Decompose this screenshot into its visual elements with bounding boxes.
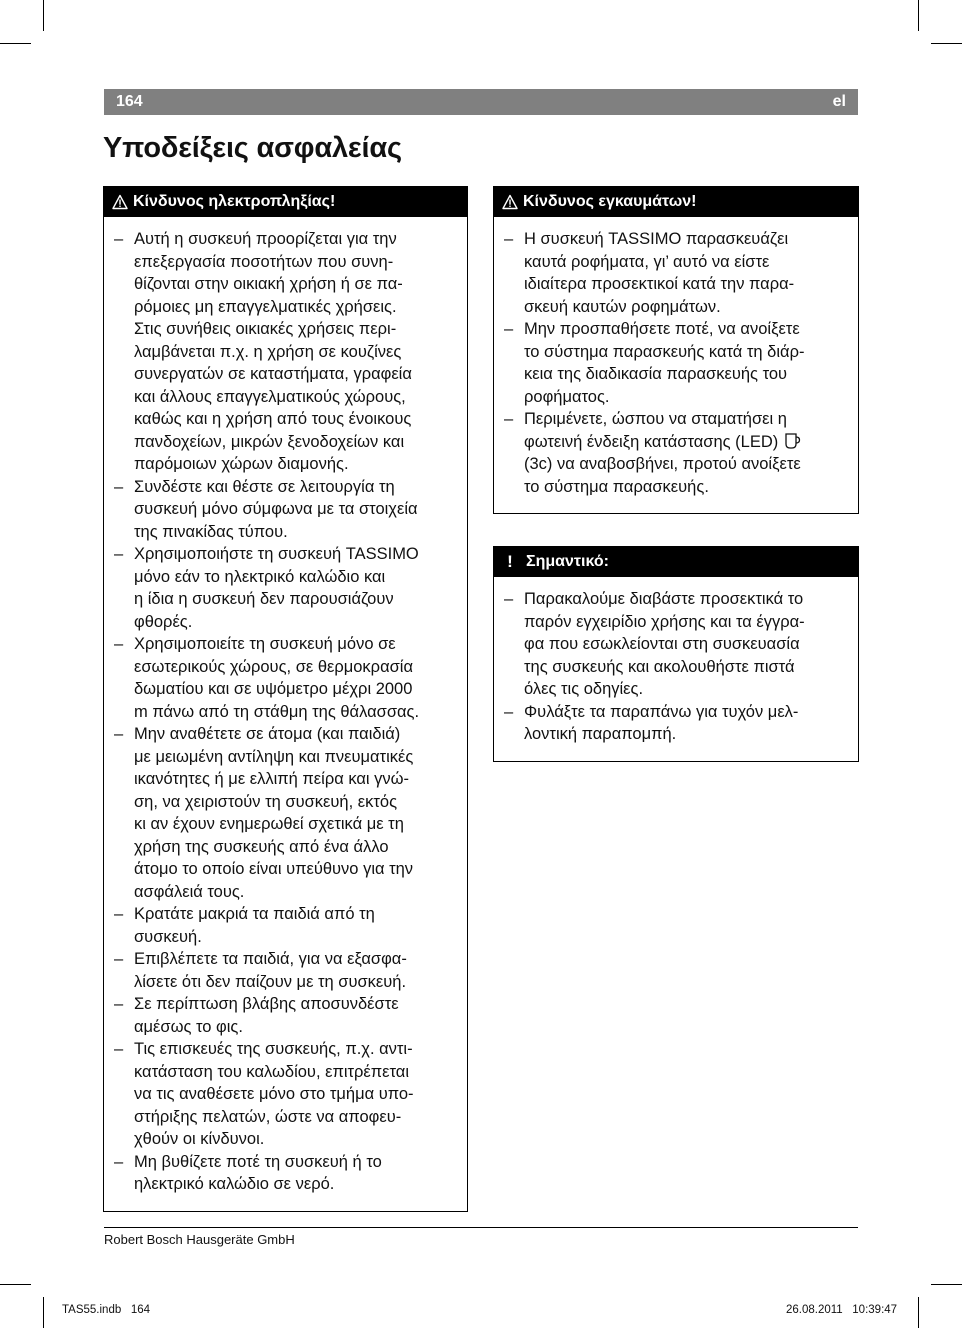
footer-company: Robert Bosch Hausgeräte GmbH <box>104 1232 295 1247</box>
list-line: εσωτερικούς χώρους, σε θερμοκρασία <box>134 657 413 676</box>
list-line: παρόν εγχειρίδιο χρήσης και τα έγγρα- <box>524 612 805 631</box>
list-line: Χρησιμοποιείτε τη συσκευή μόνο σε <box>134 635 396 653</box>
list-item <box>504 228 854 318</box>
burn-heading-bar <box>494 187 858 217</box>
list-line: Μην αναθέτετε σε άτομα (και παιδιά) <box>134 725 401 743</box>
list-line: ικανότητες ή με ελλιπή πείρα και γνώ- <box>134 770 410 788</box>
list-line: ρόμοιες μη επαγγελματικές χρήσεις. <box>134 297 397 316</box>
burn-led-list <box>504 408 854 498</box>
list-line: Η συσκευή TASSIMO παρασκευάζει <box>524 230 789 248</box>
print-slug-file: TAS55.indb 164 <box>62 1304 151 1316</box>
electric-shock-list <box>114 228 463 1196</box>
list-line: μόνο εάν το ηλεκτρικό καλώδιο και <box>134 567 386 586</box>
exclamation-icon: ! <box>507 552 513 571</box>
list-line: ηλεκτρικό καλώδιο σε νερό. <box>134 1175 335 1193</box>
list-item <box>114 476 463 544</box>
electric-shock-heading: Κίνδυνος ηλεκτροπληξίας! <box>133 193 336 210</box>
list-line: συσκευή. <box>134 927 202 946</box>
list-line: συνεργατών σε καταστήματα, γραφεία <box>134 365 412 383</box>
list-line: θίζονται στην οικιακή χρήση ή σε πα- <box>134 275 403 293</box>
list-line: χρήση της συσκευής από ένα άλλο <box>134 837 389 856</box>
list-item <box>114 948 463 993</box>
list-line: και άλλους επαγγελματικούς χώρους, <box>134 387 406 406</box>
list-line: το σύστημα παρασκευής. <box>524 477 709 496</box>
list-line: αμέσως το φις. <box>134 1017 243 1036</box>
list-line: ιδιαίτερα προσεκτικοί κατά την παρα- <box>524 275 795 293</box>
list-line: Αυτή η συσκευή προορίζεται για την <box>134 230 397 248</box>
cup-icon <box>783 432 801 450</box>
list-line: Μη βυθίζετε ποτέ τη συσκευή ή το <box>134 1152 382 1171</box>
list-line: Παρακαλούμε διαβάστε προσεκτικά το <box>524 590 804 608</box>
electric-shock-warning-box <box>103 186 468 1212</box>
list-line: Στις συνήθεις οικιακές χρήσεις περι- <box>134 320 397 338</box>
list-line: όλες τις οδηγίες. <box>524 680 644 698</box>
list-item <box>114 228 463 476</box>
crop-mark <box>931 43 962 44</box>
list-line: φα που εσωκλείονται στη συσκευασία <box>524 635 800 653</box>
burn-warning-box <box>493 186 859 514</box>
crop-mark <box>931 1284 962 1285</box>
crop-mark <box>0 1284 31 1285</box>
list-line: Χρησιμοποιήστε τη συσκευή TASSIMO <box>134 545 419 563</box>
list-line: Φυλάξτε τα παραπάνω για τυχόν μελ- <box>524 702 799 721</box>
list-line: Συνδέστε και θέστε σε λειτουργία τη <box>134 477 395 496</box>
list-line: λαμβάνεται π.χ. η χρήση σε κουζίνες <box>134 342 402 361</box>
list-line: Μην προσπαθήσετε ποτέ, να ανοίξετε <box>524 320 800 338</box>
list-line: Κρατάτε μακριά τα παιδιά από τη <box>134 905 375 923</box>
list-item <box>114 633 463 723</box>
list-line: φθορές. <box>134 612 193 631</box>
crop-mark <box>918 1297 919 1328</box>
warning-triangle-icon <box>112 194 128 210</box>
crop-mark <box>918 0 919 31</box>
list-line: m πάνω από τη στάθμη της θάλασσας. <box>134 702 420 721</box>
list-line: λίσετε ότι δεν παίζουν με τη συσκευή. <box>134 972 407 991</box>
electric-shock-heading-bar <box>104 187 467 217</box>
list-line: καθώς και η χρήση από τους ένοικους <box>134 410 412 428</box>
list-line: Περιμένετε, ώσπου να σταματήσει η <box>524 410 787 428</box>
list-line: Σε περίπτωση βλάβης αποσυνδέστε <box>134 995 399 1013</box>
list-line: κατάσταση του καλωδίου, επιτρέπεται <box>134 1062 410 1081</box>
list-line: Επιβλέπετε τα παιδιά, για να εξασφα- <box>134 950 407 968</box>
important-heading: Σημαντικό: <box>526 553 609 570</box>
list-line: συσκευή μόνο σύμφωνα με τα στοιχεία <box>134 500 418 518</box>
list-item <box>114 1038 463 1151</box>
page-header-bar <box>104 89 858 115</box>
page-title: Υποδείξεις ασφαλείας <box>103 132 402 164</box>
list-line: καυτά ροφήματα, γι’ αυτό να είστε <box>524 252 770 271</box>
list-item <box>114 723 463 903</box>
list-line: άτομο το οποίο είναι υπεύθυνο για την <box>134 860 414 878</box>
list-line: φωτεινή ένδειξη κατάστασης (LED) <box>524 432 779 451</box>
list-line: κεια της διαδικασία παρασκευής του <box>524 365 788 383</box>
list-item <box>504 588 854 701</box>
list-line: στήριξης πελατών, ώστε να αποφευ- <box>134 1107 402 1126</box>
burn-list <box>504 228 854 408</box>
footer-divider <box>104 1227 858 1228</box>
page-number: 164 <box>116 93 143 110</box>
list-line: της συσκευής και ακολουθήστε πιστά <box>524 657 795 676</box>
list-item <box>114 1151 463 1196</box>
list-item <box>114 543 463 633</box>
list-item <box>504 408 854 498</box>
list-item <box>114 903 463 948</box>
list-line: χθούν οι κίνδυνοι. <box>134 1130 265 1148</box>
list-line: πανδοχείων, μικρών ξενοδοχείων και <box>134 432 405 451</box>
crop-mark <box>43 0 44 31</box>
list-line: σκευή καυτών ροφημάτων. <box>524 297 721 316</box>
list-line: να τις αναθέσετε μόνο στο τμήμα υπο- <box>134 1085 414 1103</box>
list-item <box>504 701 854 746</box>
language-code: el <box>832 93 846 110</box>
list-line: της πινακίδας τύπου. <box>134 522 288 541</box>
list-item <box>114 993 463 1038</box>
list-line: το σύστημα παρασκευής κατά τη διάρ- <box>524 342 805 361</box>
important-notice-box <box>493 546 859 762</box>
important-heading-bar <box>494 547 858 577</box>
list-line: η ίδια η συσκευή δεν παρουσιάζουν <box>134 590 394 608</box>
burn-heading: Κίνδυνος εγκαυμάτων! <box>523 193 697 210</box>
list-line: δωματίου και σε υψόμετρο μέχρι 2000 <box>134 680 413 698</box>
list-line: με μειωμένη αντίληψη και πνευματικές <box>134 747 414 766</box>
warning-triangle-icon <box>502 194 518 210</box>
important-list <box>504 588 854 746</box>
list-line: ροφήματος. <box>524 387 610 406</box>
list-line: ασφάλειά τους. <box>134 882 245 901</box>
crop-mark <box>43 1297 44 1328</box>
print-slug-date: 26.08.2011 10:39:47 <box>786 1304 898 1316</box>
list-line: ση, να χειριστούν τη συσκευή, εκτός <box>134 792 398 811</box>
list-line: Τις επισκευές της συσκευής, π.χ. αντι- <box>134 1040 413 1058</box>
list-line: λοντική παραπομπή. <box>524 725 677 743</box>
crop-mark <box>0 43 31 44</box>
list-line: επεξεργασία ποσοτήτων που συνη- <box>134 252 394 271</box>
list-line: (3c) να αναβοσβήνει, προτού ανοίξετε <box>524 455 801 473</box>
list-line: παρόμοιων χώρων διαμονής. <box>134 455 349 473</box>
list-line: κι αν έχουν ενημερωθεί σχετικά με τη <box>134 815 404 833</box>
list-item <box>504 318 854 408</box>
